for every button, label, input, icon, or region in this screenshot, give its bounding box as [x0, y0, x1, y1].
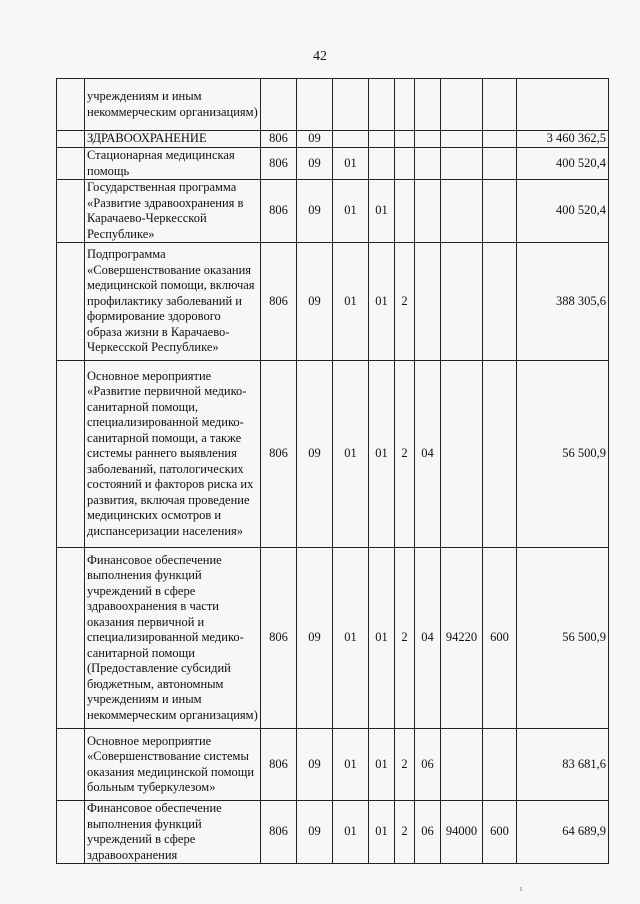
expense-type-cell: 600 — [483, 801, 517, 864]
expense-type-cell — [483, 180, 517, 243]
ministry-code-cell: 806 — [261, 180, 297, 243]
direction-code-cell — [441, 243, 483, 361]
page-number: 42 — [313, 49, 327, 64]
direction-code-cell — [441, 729, 483, 801]
ministry-code-cell: 806 — [261, 801, 297, 864]
table-row — [57, 148, 609, 180]
program-code-cell: 01 — [369, 729, 395, 801]
row-number-cell — [57, 180, 85, 243]
budget-table-body — [57, 79, 609, 864]
subprogram-code-cell — [395, 180, 415, 243]
program-code-cell: 01 — [369, 243, 395, 361]
subprogram-code-cell — [395, 148, 415, 180]
ministry-code-cell: 806 — [261, 729, 297, 801]
item-name-cell: Государственная программа «Развитие здравоохранения в Карачаево-Черкесской Республике» — [85, 180, 261, 243]
expense-type-cell — [483, 729, 517, 801]
ministry-code-cell: 806 — [261, 131, 297, 148]
activity-code-cell — [415, 180, 441, 243]
program-code-cell: 01 — [369, 180, 395, 243]
ministry-code-cell: 806 — [261, 148, 297, 180]
row-number-cell — [57, 361, 85, 548]
activity-code-cell — [415, 148, 441, 180]
direction-code-cell — [441, 148, 483, 180]
section-code-cell: 09 — [297, 131, 333, 148]
section-code-cell: 09 — [297, 243, 333, 361]
item-name-cell: Подпрограмма «Совершенствование оказания медицинской помощи, включая профилактику заболеваний и формирование здорового образа жизни в Карачаево-Черкесской Республике» — [85, 243, 261, 361]
program-code-cell: 01 — [369, 801, 395, 864]
row-number-cell — [57, 548, 85, 729]
subsection-code-cell: 01 — [333, 361, 369, 548]
activity-code-cell: 06 — [415, 801, 441, 864]
table-row — [57, 729, 609, 801]
activity-code-cell: 04 — [415, 548, 441, 729]
subsection-code-cell — [333, 131, 369, 148]
subprogram-code-cell: 2 — [395, 548, 415, 729]
expense-type-cell — [483, 131, 517, 148]
direction-code-cell — [441, 361, 483, 548]
amount-cell: 400 520,4 — [517, 148, 609, 180]
section-code-cell: 09 — [297, 361, 333, 548]
direction-code-cell: 94220 — [441, 548, 483, 729]
table-row — [57, 801, 609, 864]
subprogram-code-cell — [395, 79, 415, 131]
row-number-cell — [57, 243, 85, 361]
direction-code-cell — [441, 79, 483, 131]
program-code-cell — [369, 79, 395, 131]
table-row — [57, 243, 609, 361]
table-row — [57, 548, 609, 729]
budget-table — [56, 78, 609, 864]
table-row — [57, 131, 609, 148]
subsection-code-cell: 01 — [333, 729, 369, 801]
row-number-cell — [57, 801, 85, 864]
direction-code-cell — [441, 180, 483, 243]
row-number-cell — [57, 131, 85, 148]
amount-cell: 83 681,6 — [517, 729, 609, 801]
amount-cell: 3 460 362,5 — [517, 131, 609, 148]
item-name-cell: Финансовое обеспечение выполнения функций учреждений в сфере здравоохранения в части оказания первичной и специализированной медико-санитарной помощи (Предоставление субсидий бюджетным, автономным учреждениям и иным некоммерческим организациям) — [85, 548, 261, 729]
subsection-code-cell: 01 — [333, 148, 369, 180]
table-row — [57, 79, 609, 131]
section-code-cell: 09 — [297, 148, 333, 180]
direction-code-cell: 94000 — [441, 801, 483, 864]
program-code-cell — [369, 148, 395, 180]
amount-cell: 388 305,6 — [517, 243, 609, 361]
subprogram-code-cell: 2 — [395, 729, 415, 801]
row-number-cell — [57, 148, 85, 180]
subsection-code-cell — [333, 79, 369, 131]
item-name-cell: учреждениям и иным некоммерческим организациям) — [85, 79, 261, 131]
table-row — [57, 361, 609, 548]
ministry-code-cell: 806 — [261, 548, 297, 729]
item-name-cell: Основное мероприятие «Развитие первичной медико-санитарной помощи, специализированной медико-санитарной помощи, а также системы раннего выявления заболеваний, патологических состояний и факторов риска их развития, включая проведение медицинских осмотров и диспансеризации населения» — [85, 361, 261, 548]
subsection-code-cell: 01 — [333, 243, 369, 361]
ministry-code-cell: 806 — [261, 361, 297, 548]
amount-cell: 400 520,4 — [517, 180, 609, 243]
activity-code-cell: 04 — [415, 361, 441, 548]
expense-type-cell: 600 — [483, 548, 517, 729]
section-code-cell: 09 — [297, 548, 333, 729]
section-code-cell: 09 — [297, 180, 333, 243]
amount-cell — [517, 79, 609, 131]
item-name-cell: Основное мероприятие «Совершенствование системы оказания медицинской помощи больным туберкулезом» — [85, 729, 261, 801]
subsection-code-cell: 01 — [333, 801, 369, 864]
activity-code-cell — [415, 131, 441, 148]
item-name-cell: ЗДРАВООХРАНЕНИЕ — [85, 131, 261, 148]
expense-type-cell — [483, 361, 517, 548]
subsection-code-cell: 01 — [333, 548, 369, 729]
section-code-cell: 09 — [297, 801, 333, 864]
ministry-code-cell: 806 — [261, 243, 297, 361]
direction-code-cell — [441, 131, 483, 148]
section-code-cell: 09 — [297, 729, 333, 801]
subprogram-code-cell — [395, 131, 415, 148]
activity-code-cell — [415, 243, 441, 361]
item-name-cell: Финансовое обеспечение выполнения функций учреждений в сфере здравоохранения — [85, 801, 261, 864]
page-edge-mark: ι — [520, 884, 523, 893]
expense-type-cell — [483, 79, 517, 131]
activity-code-cell — [415, 79, 441, 131]
program-code-cell: 01 — [369, 548, 395, 729]
section-code-cell — [297, 79, 333, 131]
activity-code-cell: 06 — [415, 729, 441, 801]
subprogram-code-cell: 2 — [395, 801, 415, 864]
item-name-cell: Стационарная медицинская помощь — [85, 148, 261, 180]
row-number-cell — [57, 79, 85, 131]
expense-type-cell — [483, 148, 517, 180]
row-number-cell — [57, 729, 85, 801]
amount-cell: 64 689,9 — [517, 801, 609, 864]
program-code-cell — [369, 131, 395, 148]
table-row — [57, 180, 609, 243]
amount-cell: 56 500,9 — [517, 361, 609, 548]
expense-type-cell — [483, 243, 517, 361]
subprogram-code-cell: 2 — [395, 243, 415, 361]
program-code-cell: 01 — [369, 361, 395, 548]
amount-cell: 56 500,9 — [517, 548, 609, 729]
subprogram-code-cell: 2 — [395, 361, 415, 548]
ministry-code-cell — [261, 79, 297, 131]
subsection-code-cell: 01 — [333, 180, 369, 243]
